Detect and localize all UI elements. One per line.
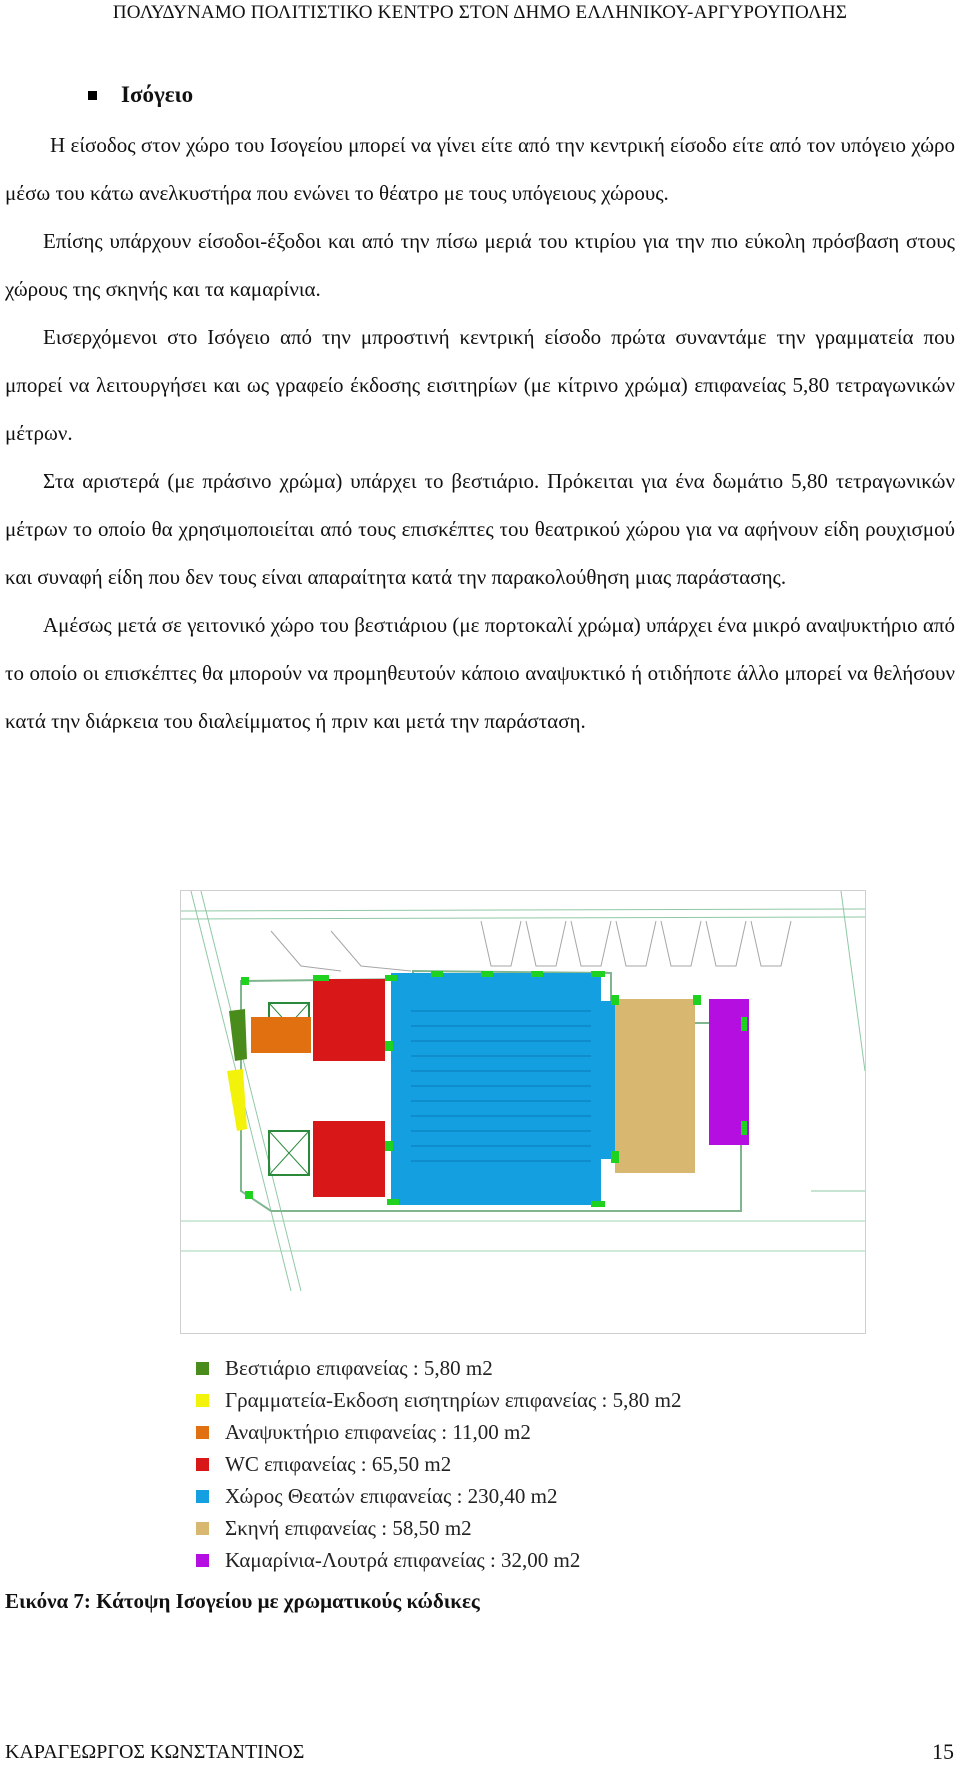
legend-label: Χώρος Θεατών επιφανείας : 230,40 m2 (225, 1483, 558, 1508)
legend-item-refreshments (196, 1416, 836, 1448)
swatch-blue (196, 1490, 209, 1503)
paragraph-cloakroom: Στα αριστερά (με πράσινο χρώμα) υπάρχει το βεστιάριο. Πρόκειται για ένα δωμάτιο 5,80 τετραγωνικών μέτρων το οποίο θα χρησιμοποιείται από τους επισκέπτες του θεατρικού χώρου για να αφήνουν είδη ρουχισμού και συναφή είδη που δεν τους είναι απαραίτητα κατά την παρακολούθηση μιας παράστασης. (5, 469, 955, 589)
paragraph-entrance: Η είσοδος στον χώρο του Ισογείου μπορεί να γίνει είτε από την κεντρική είσοδο είτε από τον υπόγειο χώρο μέσω του κάτω ανελκυστήρα που ενώνει το θέατρο με τους υπόγειους χώρους. (5, 133, 955, 205)
swatch-green (196, 1362, 209, 1375)
room-refreshments (251, 1017, 311, 1053)
paragraph-refreshments: Αμέσως μετά σε γειτονικό χώρο του βεστιάριου (με πορτοκαλί χρώμα) υπάρχει ένα μικρό αναψυκτήριο από το οποίο οι επισκέπτες θα μπορούν να προμηθευτούν κάποιο αναψυκτικό ή οτιδήποτε άλλο μπορεί να θελήσουν κατά την διάρκεια του διαλείμματος ή πριν και μετά την παράσταση. (5, 613, 955, 733)
floor-plan-figure (180, 890, 866, 1334)
swatch-yellow (196, 1394, 209, 1407)
room-wc-top (313, 979, 385, 1061)
legend-label: Καμαρίνια-Λουτρά επιφανείας : 32,00 m2 (225, 1547, 581, 1572)
square-bullet-icon (88, 91, 97, 100)
floor-plan-legend (196, 1352, 836, 1576)
room-stage (615, 999, 695, 1173)
figure-caption: Εικόνα 7: Κάτοψη Ισογείου με χρωματικούς κώδικες (5, 1589, 480, 1613)
swatch-orange (196, 1426, 209, 1439)
legend-label: Γραμματεία-Εκδοση εισητηρίων επιφανείας : 5,80 m2 (225, 1387, 682, 1412)
room-wc-bottom (313, 1121, 385, 1197)
legend-item-cloakroom (196, 1352, 836, 1384)
swatch-tan (196, 1522, 209, 1535)
paragraph-back-exits: Επίσης υπάρχουν είσοδοι-έξοδοι και από την πίσω μεριά του κτιρίου για την πιο εύκολη πρόσβαση στους χώρους της σκηνής και τα καμαρίνια. (5, 229, 955, 301)
legend-label: WC επιφανείας : 65,50 m2 (225, 1451, 452, 1476)
roof-pattern (271, 921, 791, 971)
room-secretariat (227, 1069, 247, 1131)
page-number: 15 (932, 1739, 954, 1764)
room-audience (391, 973, 615, 1205)
floor-plan-drawing (181, 891, 865, 1333)
legend-item-stage (196, 1512, 836, 1544)
section-heading (88, 82, 193, 108)
section-title: Ισόγειο (121, 82, 194, 107)
legend-label: Βεστιάριο επιφανείας : 5,80 m2 (225, 1355, 493, 1380)
legend-item-wc (196, 1448, 836, 1480)
running-header: ΠΟΛΥΔΥΝΑΜΟ ΠΟΛΙΤΙΣΤΙΚΟ ΚΕΝΤΡΟ ΣΤΟΝ ΔΗΜΟ ΕΛΛΗΝΙΚΟΥ-ΑΡΓΥΡΟΥΠΟΛΗΣ (112, 2, 848, 23)
swatch-red (196, 1458, 209, 1471)
body-text (5, 121, 955, 745)
footer-author: ΚΑΡΑΓΕΩΡΓΟΣ ΚΩΝΣΤΑΝΤΙΝΟΣ (5, 1741, 305, 1763)
legend-item-dressing-rooms (196, 1544, 836, 1576)
lower-site-lines (181, 1221, 865, 1251)
legend-item-secretariat (196, 1384, 836, 1416)
swatch-purple (196, 1554, 209, 1567)
paragraph-secretariat: Εισερχόμενοι στο Ισόγειο από την μπροστινή κεντρική είσοδο πρώτα συναντάμε την γραμματεία που μπορεί να λειτουργήσει και ως γραφείο έκδοσης εισιτηρίων (με κίτρινο χρώμα) επιφανείας 5,80 τετραγωνικών μέτρων. (5, 325, 955, 445)
legend-label: Σκηνή επιφανείας : 58,50 m2 (225, 1515, 472, 1540)
legend-label: Αναψυκτήριο επιφανείας : 11,00 m2 (225, 1419, 531, 1444)
legend-item-audience (196, 1480, 836, 1512)
